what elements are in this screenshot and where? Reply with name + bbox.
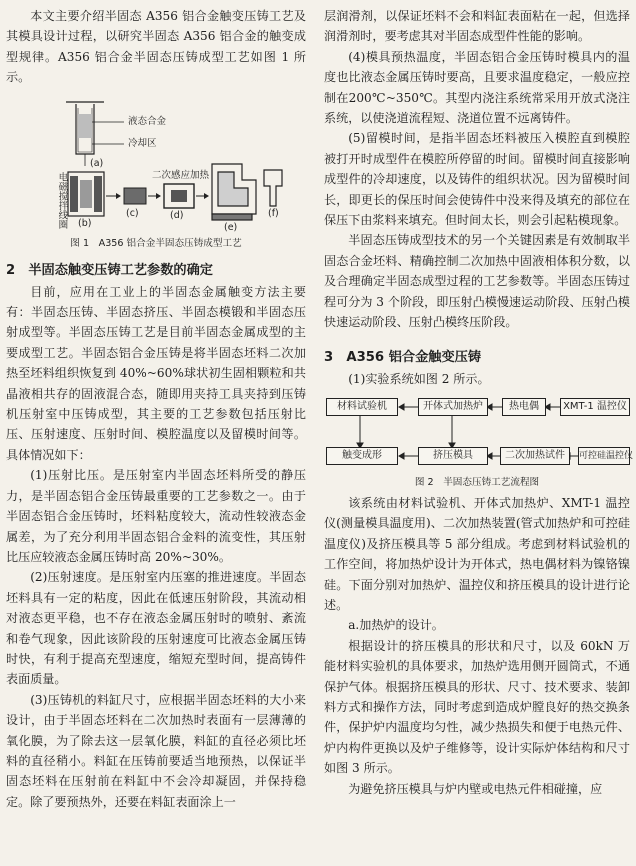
subsection-a-title: a.加热炉的设计。	[348, 618, 444, 633]
item-3-paragraph: (3)压铸机的料缸尺寸，应根据半固态坯料的大小来设计，由于半固态坯料在二次加热时表面有一层薄薄的氧化膜，为了除去这一层氧化膜，料缸的直径必须比坯料的直径稍小。料缸在压铸前要适当地预热，以保证半固态坯料在压射前在料缸中不会冷却凝固，并保持稳定。除了要预热外，还要在料缸表面涂上一	[6, 692, 306, 809]
box-reheat-specimen: 二次加热试件	[500, 447, 570, 465]
die-machine-e	[212, 164, 256, 220]
key-factors-paragraph: 半固态压铸成型技术的另一个关键因素是有效制取半固态合金坯料、精确控制二次加热中固液相体积分数，以及合理确定半固态成型过程的工艺参数等。半固态压铸过程可分为 3 个阶段，即压射凸模慢速运动阶段、压射凸模快速运动阶段、压射凸模终压阶段。	[324, 233, 630, 330]
section-2-heading: 2 半固态触变压铸工艺参数的确定	[6, 262, 213, 278]
continued-paragraph: 层润滑剂，以保证坯料不会和料缸表面粘在一起，但选择润滑剂时，要考虑其对半固态成型件性能的影响。	[324, 9, 630, 44]
right-column	[324, 6, 634, 799]
box-open-furnace: 开体式加热炉	[418, 398, 488, 416]
box-material-testing-machine: 材料试验机	[326, 398, 398, 416]
label-a: (a)	[90, 157, 104, 169]
item-5-paragraph: (5)留模时间，是指半固态坯料被压入模腔直到模腔被打开时成型件在模腔所停留的时间。留模时间直接影响成型件的冷却速度，以及铸件的组织状况。因为留模时间长，即更长的保压时间会使铸件中没来得及填充的部位在保压下由浆料来填充。但时间太长，则会引起粘模现象。	[324, 131, 630, 228]
item-1-paragraph: (1)压射比压。是压射室内半固态坯料所受的静压力，是半固态铝合金压铸最重要的工艺参数之一。由于半固态铝合金压铸时，坯料粘度较大，流动性较液态金属差，为了充分利用半固态铝合金料的流变性，其压射比压应较液态金属压铸时高 20%~30%。	[6, 468, 306, 564]
closing-paragraph: 为避免挤压模具与炉内壁或电热元件相碰撞，应	[348, 781, 603, 796]
label-cooling-zone: 冷却区	[128, 137, 157, 149]
intro-paragraph: 本文主要介绍半固态 A356 铝合金触变压铸工艺及其模具设计过程，以研究半固态 A356 铝合金的触变成型规律。A356 铝合金半固态压铸成型工艺如图 1 所示。	[6, 9, 306, 85]
stirrer-coil-right	[94, 176, 102, 212]
item-2-paragraph: (2)压射速度。是压射室内压塞的推进速度。半固态坯料具有一定的粘度，因此在低速压射阶段，其流动相对液态更平稳，也不存在液态金属压射时的喷射、紊流和卷气现象，因此该阶段的压射速度可比液态金属压铸时快，有利于提高充型速度，缩短充型时间，提高铸件表面质量。	[6, 570, 306, 687]
label-stirring-coil: 电磁搅拌线圈	[56, 171, 68, 229]
figure-1	[6, 94, 306, 250]
item-4-paragraph: (4)模具预热温度，半固态铝合金压铸时模具内的温度也比液态金属压铸时要高，且要求温度稳定，一般应控制在200℃~350℃。其型内浇注系统常采用开放式浇注系统，以使浇道流程短、浇道位置不远离铸件。	[324, 49, 630, 126]
box-extrusion-die: 挤压模具	[418, 447, 488, 465]
furnace-design-paragraph: 根据设计的挤压模具的形状和尺寸，以及 60kN 万能材料实验机的具体要求，加热炉选用侧开圆筒式，不通保护气体。根据挤压模具的形状、尺寸、技术要求、装卸料方式和操作方法，同时考虑到造成炉膛良好的热交换条件，保护炉内温度均匀性，减少热损失和便于电热元件、炉内构件更换以及炉子维修等，设计实际炉体结构和尺寸如图 3 所示。	[324, 638, 630, 776]
reheat-billet-d	[171, 190, 187, 202]
system-description-paragraph: 该系统由材料试验机、开体式加热炉、XMT-1 温控仪(测量模具温度用)、二次加热装置(管式加热炉和可控硅温度仪)及挤压模具等 5 部分组成。考虑到材料试验机的工作空间，将加热炉设计为开体式，热电偶材料为镍铬镍硅。下面分别对加热炉、温控仪和挤压模具的设计进行论述。	[324, 495, 630, 612]
box-xmt-controller: XMT-1 温控仪	[560, 398, 630, 416]
label-c: (c)	[126, 207, 139, 219]
stirrer-melt	[80, 180, 92, 208]
label-d: (d)	[170, 209, 184, 221]
figure-1-caption: 图 1 A356 铝合金半固态压铸成型工艺	[70, 237, 242, 249]
label-e: (e)	[224, 221, 238, 233]
casting-f	[264, 170, 282, 206]
experiment-system-intro: (1)实验系统如图 2 所示。	[348, 371, 490, 386]
label-f: (f)	[268, 207, 279, 219]
label-liquid-alloy: 液态合金	[128, 115, 167, 127]
left-column	[6, 6, 306, 812]
section-2-paragraph: 目前，应用在工业上的半固态金属触变方法主要有：半固态压铸、半固态挤压、半固态模锻和半固态压射成型等。半固态压铸工艺是目前半固态金属成型的主要成型工艺。半固态铝合金压铸是将半固态坯料二次加热至坯料组织恢复到 40%~60%球状初生固相颗粒和共晶液相共存的固液混合态，随即用夹持工具夹持到压铸机压射室中压铸成型，其主要的工艺参数包括压射比压、压射速度、压射时间、模腔温度以及留模时间等。具体情况如下：	[6, 284, 306, 462]
billet-c	[124, 188, 146, 204]
box-thermocouple: 热电偶	[502, 398, 546, 416]
label-b: (b)	[78, 217, 92, 229]
figure-2-caption: 图 2 半固态压铸工艺流程图	[414, 476, 540, 488]
label-secondary-heating: 二次感应加热	[152, 169, 210, 181]
figure-2	[324, 395, 634, 488]
section-3-heading: 3 A356 铝合金触变压铸	[324, 349, 482, 365]
box-thixo-forming: 触变成形	[326, 447, 398, 465]
liquid-alloy-fill	[78, 114, 92, 138]
box-scr-controller: 可控硅温控仪	[578, 447, 630, 465]
